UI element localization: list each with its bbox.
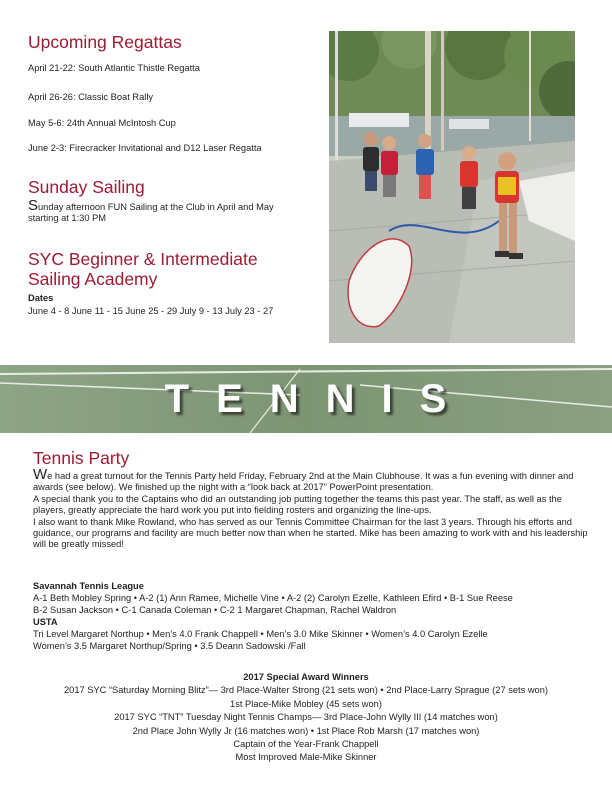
paragraph: I also want to thank Mike Rowland, who has served as our Tennis Committee Chairman for the last 3 years. Through his efforts and guidance, our programs and facility are much better now than when he started. Mike has been amazing to work with and his leadership will be greatly missed! — [33, 516, 588, 550]
dropcap: S — [28, 197, 39, 214]
paragraph: A special thank you to the Captains who did an outstanding job putting together the teams this past year. The staff, as well as the players, greatly appreciate the hard work you put into fielding rosters and organizing the line-ups. — [33, 493, 562, 516]
award-winners — [0, 671, 612, 765]
tennis-banner-word: TENNIS — [164, 376, 474, 421]
sailors-photo — [329, 31, 575, 343]
tennis-banner — [0, 365, 612, 433]
league-line: B-2 Susan Jackson • C-1 Canada Coleman • C-2 1 Margaret Chapman, Rachel Waldron — [33, 605, 397, 615]
tennis-party-body — [33, 466, 588, 551]
award-line: 2nd Place John Wylly Jr (16 matches won) • 1st Place Rob Marsh (17 matches won) — [132, 725, 480, 736]
award-line: Most Improved Male-Mike Skinner — [235, 752, 377, 763]
regattas-title: Upcoming Regattas — [28, 32, 182, 52]
paragraph: We had a great turnout for the Tennis Party held Friday, February 2nd at the Main Clubhouse. It was a fun evening with dinner and awards (see below). We finished up the night with a “look back at 2017” PowerPoint presentation. — [33, 466, 574, 493]
academy-dates: June 4 - 8 June 11 - 15 June 25 - 29 July 9 - 13 July 23 - 27 — [28, 306, 274, 316]
league-line: A-1 Beth Mobley Spring • A-2 (1) Ann Ramee, Michelle Vine • A-2 (2) Carolyn Ezelle, Kathleen Efird • B-1 Sue Reese — [33, 593, 513, 603]
regatta-item: April 21-22: South Atlantic Thistle Regatta — [28, 63, 200, 73]
dates-label: Dates — [28, 293, 54, 303]
sunday-sailing-text: Sunday afternoon FUN Sailing at the Club in April and May starting at 1:30 PM — [28, 197, 274, 223]
league-results — [33, 580, 593, 652]
award-line: 2017 SYC “Saturday Morning Blitz”— 3rd Place-Walter Strong (21 sets won) • 2nd Place-Larry Sprague (27 sets won) — [64, 685, 548, 696]
award-line: 2017 SYC “TNT” Tuesday Night Tennis Champs— 3rd Place-John Wylly III (14 matches won) — [114, 712, 498, 723]
sunday-sailing-title: Sunday Sailing — [28, 177, 145, 197]
usta-heading: USTA — [33, 617, 58, 627]
tennis-party-title: Tennis Party — [33, 448, 130, 468]
awards-heading: 2017 Special Award Winners — [243, 672, 369, 682]
usta-line: Tri Level Margaret Northup • Men’s 4.0 Frank Chappell • Men’s 3.0 Mike Skinner • Women’s 4.0 Carolyn Ezelle — [33, 629, 488, 639]
regatta-item: May 5-6: 24th Annual McIntosh Cup — [28, 118, 176, 128]
dropcap: W — [33, 466, 48, 483]
award-line: Captain of the Year-Frank Chappell — [233, 739, 379, 750]
academy-title: SYC Beginner & Intermediate Sailing Academy — [28, 249, 258, 289]
league-heading: Savannah Tennis League — [33, 581, 144, 591]
award-line: 1st Place-Mike Mobley (45 sets won) — [230, 698, 382, 709]
usta-line: Women’s 3.5 Margaret Northup/Spring • 3.5 Deann Sadowski /Fall — [33, 641, 306, 651]
regatta-item: April 26-26: Classic Boat Rally — [28, 92, 154, 102]
regatta-item: June 2-3: Firecracker Invitational and D12 Laser Regatta — [28, 143, 262, 153]
